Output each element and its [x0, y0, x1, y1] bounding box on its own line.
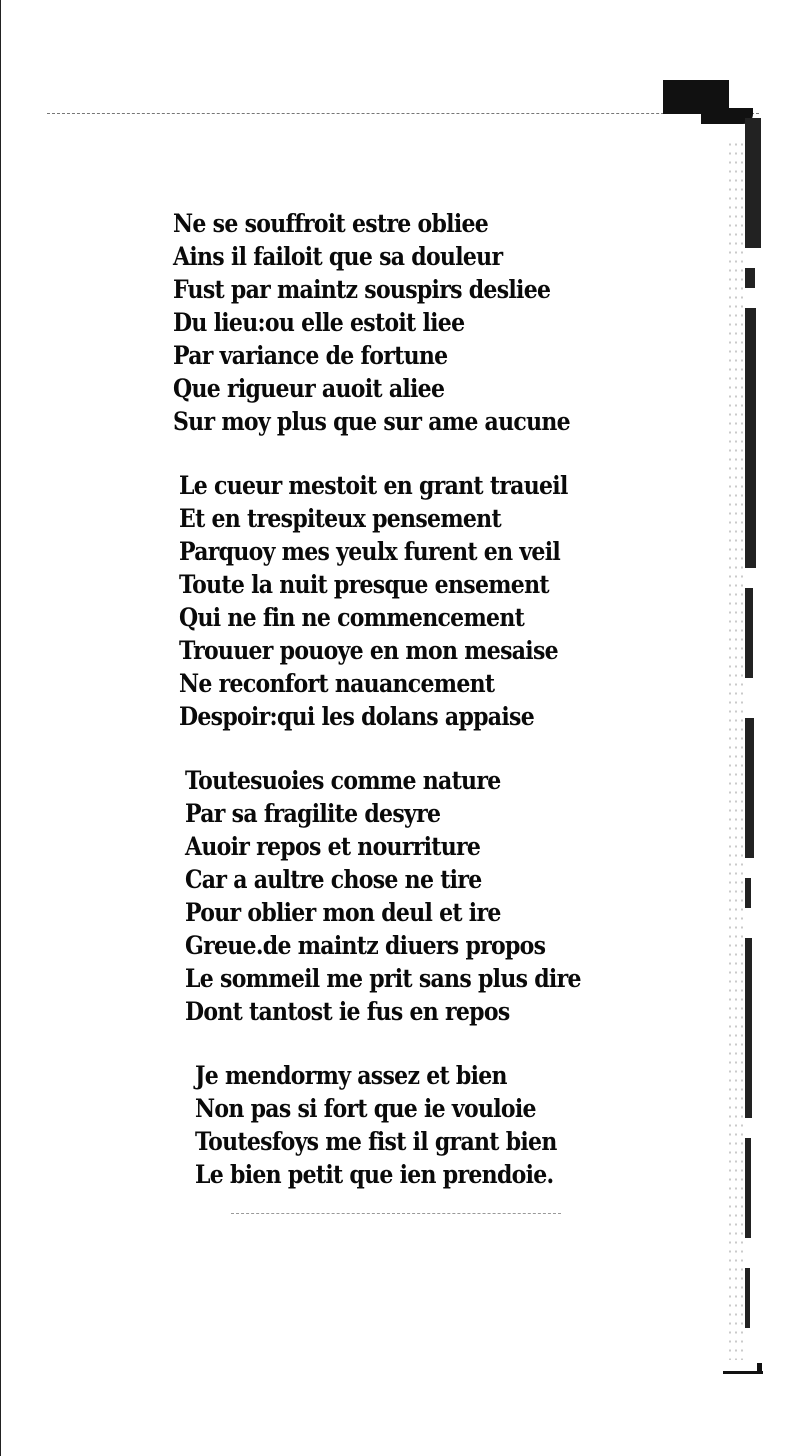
verse-line: Dont tantost ie fus en repos [185, 997, 510, 1026]
stanza-4 [195, 1059, 643, 1191]
verse-line: Le bien petit que ien prendoie. [195, 1160, 554, 1189]
verse-line: Toute la nuit presque ensement [179, 570, 549, 599]
page-edge-texture [727, 140, 745, 1360]
verse-line: Du lieu:ou elle estoit liee [173, 308, 465, 337]
verse-line: Le cueur mestoit en grant traueil [179, 471, 568, 500]
verse-line: Parquoy mes yeulx furent en veil [179, 537, 561, 566]
stanza-3 [185, 764, 643, 1028]
verse-line: Ne reconfort nauancement [179, 669, 495, 698]
verse-line: Sur moy plus que sur ame aucune [173, 407, 570, 436]
stanza-1 [173, 207, 643, 438]
verse-line: Fust par maintz souspirs desliee [173, 275, 551, 304]
verse-line: Par sa fragilite desyre [185, 799, 441, 828]
verse-line: Car a aultre chose ne tire [185, 865, 482, 894]
verse-line: Pour oblier mon deul et ire [185, 898, 501, 927]
verse-line: Ne se souffroit estre obliee [173, 209, 489, 238]
stanza-2 [179, 469, 643, 733]
verse-line: Le sommeil me prit sans plus dire [185, 964, 581, 993]
verse-line: Que rigueur auoit aliee [173, 374, 445, 403]
verse-line: Auoir repos et nourriture [185, 832, 481, 861]
verse-line: Et en trespiteux pensement [179, 504, 501, 533]
verse-line: Trouuer pouoye en mon mesaise [179, 636, 558, 665]
verse-line: Ains il failoit que sa douleur [173, 242, 503, 271]
bottom-edge-tick [757, 1363, 762, 1373]
verse-line: Non pas si fort que ie vouloie [195, 1094, 536, 1123]
verse-line: Greue.de maintz diuers propos [185, 931, 546, 960]
bottom-dashed-rule [231, 1213, 561, 1214]
verse-line: Toutesuoies comme nature [185, 766, 501, 795]
verse-line: Je mendormy assez et bien [195, 1061, 507, 1090]
verse-line: Par variance de fortune [173, 341, 448, 370]
verse-line: Qui ne fin ne commencement [179, 603, 525, 632]
poem-text [173, 207, 643, 1191]
verse-line: Despoir:qui les dolans appaise [179, 702, 534, 731]
book-right-edge [745, 118, 761, 1378]
top-rule-line [47, 113, 759, 114]
verse-line: Toutesfoys me fist il grant bien [195, 1127, 557, 1156]
